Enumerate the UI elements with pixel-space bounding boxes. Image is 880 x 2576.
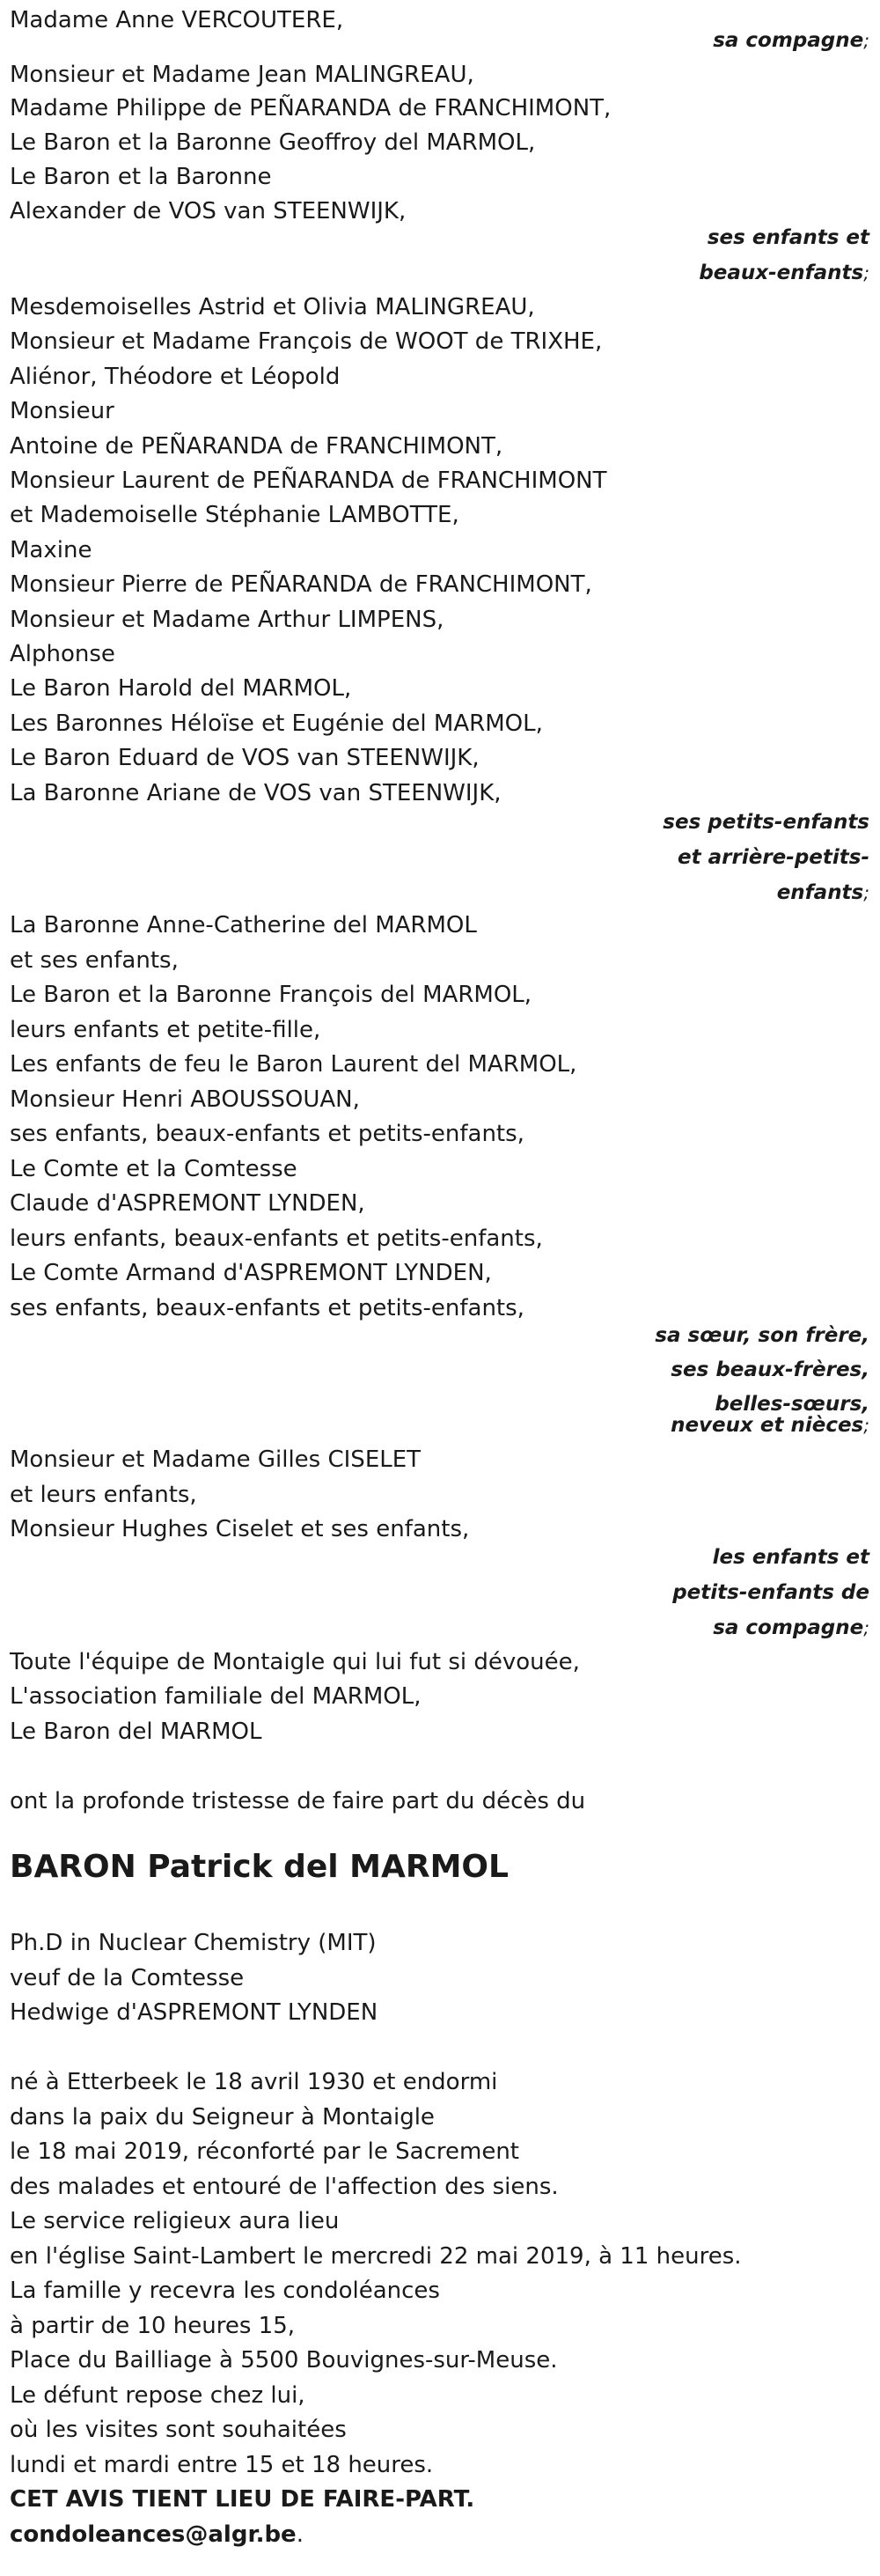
family-line: leurs enfants et petite-fille, <box>10 1017 321 1043</box>
relation-label: les enfants et <box>712 1546 869 1569</box>
family-line: La Baronne Ariane de VOS van STEENWIJK, <box>10 780 502 806</box>
family-line: Monsieur et Madame Arthur LIMPENS, <box>10 607 444 633</box>
family-line: La Baronne Anne-Catherine del MARMOL <box>10 912 477 938</box>
family-line: Mesdemoiselles Astrid et Olivia MALINGREAU, <box>10 294 535 320</box>
family-line: leurs enfants, beaux-enfants et petits-enfants, <box>10 1225 543 1252</box>
family-line: Monsieur Pierre de PEÑARANDA de FRANCHIMONT, <box>10 571 592 598</box>
family-line: Monsieur Henri ABOUSSOUAN, <box>10 1086 360 1113</box>
family-line: ses enfants, beaux-enfants et petits-enfants, <box>10 1121 524 1147</box>
family-line: Le Baron del MARMOL <box>10 1719 262 1745</box>
relation-label: et arrière-petits- <box>678 846 869 869</box>
family-line: Toute l'équipe de Montaigle qui lui fut si dévouée, <box>10 1649 580 1675</box>
relation-label: neveux et nièces; <box>671 1414 869 1437</box>
family-line: Monsieur et Madame Gilles CISELET <box>10 1446 422 1473</box>
detail-line: La famille y recevra les condoléances <box>10 2278 440 2304</box>
family-line: Madame Anne VERCOUTERE, <box>10 7 344 33</box>
title-line: veuf de la Comtesse <box>10 1965 245 1991</box>
family-line: Le Baron et la Baronne <box>10 164 272 190</box>
family-line: Le Comte Armand d'ASPREMONT LYNDEN, <box>10 1260 492 1286</box>
relation-label: sa compagne; <box>713 29 869 52</box>
family-line: Le Baron Eduard de VOS van STEENWIJK, <box>10 745 480 771</box>
family-line: Claude d'ASPREMONT LYNDEN, <box>10 1190 365 1217</box>
detail-line: Le défunt repose chez lui, <box>10 2382 305 2409</box>
family-line: et leurs enfants, <box>10 1482 197 1508</box>
family-line: Le Baron et la Baronne François del MARMOL, <box>10 982 532 1008</box>
family-line: L'association familiale del MARMOL, <box>10 1683 422 1710</box>
family-line: Alexander de VOS van STEENWIJK, <box>10 198 407 224</box>
detail-line: Place du Bailliage à 5500 Bouvignes-sur-Meuse. <box>10 2347 558 2374</box>
relation-label: belles-sœurs, <box>715 1393 869 1416</box>
family-line: et ses enfants, <box>10 947 179 974</box>
detail-line: où les visites sont souhaitées <box>10 2417 347 2443</box>
family-line: Antoine de PEÑARANDA de FRANCHIMONT, <box>10 433 503 460</box>
detail-line: dans la paix du Seigneur à Montaigle <box>10 2104 435 2131</box>
family-line: ses enfants, beaux-enfants et petits-enfants, <box>10 1295 524 1321</box>
family-line: Aliénor, Théodore et Léopold <box>10 364 341 390</box>
detail-line: le 18 mai 2019, réconforté par le Sacrement <box>10 2138 519 2165</box>
family-line: Le Baron et la Baronne Geoffroy del MARMOL, <box>10 129 536 156</box>
family-line: Madame Philippe de PEÑARANDA de FRANCHIMONT, <box>10 95 612 121</box>
email-suffix: . <box>296 2521 304 2548</box>
contact-line <box>10 2521 304 2548</box>
detail-line: des malades et entouré de l'affection des siens. <box>10 2174 559 2200</box>
relation-label: ses enfants et <box>707 226 869 249</box>
detail-line: à partir de 10 heures 15, <box>10 2313 296 2339</box>
family-line: Le Comte et la Comtesse <box>10 1156 297 1182</box>
family-line: Monsieur Laurent de PEÑARANDA de FRANCHIMONT <box>10 467 607 494</box>
relation-label: ses petits-enfants <box>663 811 869 834</box>
deceased-name: BARON Patrick del MARMOL <box>10 1849 509 1885</box>
family-line: Monsieur <box>10 398 114 424</box>
notice-text: CET AVIS TIENT LIEU DE FAIRE-PART. <box>10 2486 475 2513</box>
family-line: Maxine <box>10 537 92 563</box>
relation-label: ses beaux-frères, <box>671 1358 869 1381</box>
family-line: Le Baron Harold del MARMOL, <box>10 675 352 702</box>
detail-line: Le service religieux aura lieu <box>10 2208 340 2234</box>
relation-label: beaux-enfants; <box>699 261 869 284</box>
detail-line: né à Etterbeek le 18 avril 1930 et endormi <box>10 2069 498 2095</box>
relation-label: enfants; <box>776 881 869 904</box>
announcement-text: ont la profonde tristesse de faire part du décès du <box>10 1788 586 1814</box>
relation-label: sa sœur, son frère, <box>655 1324 869 1347</box>
family-line: Monsieur et Madame François de WOOT de TRIXHE, <box>10 328 603 355</box>
email-link[interactable]: condoleances@algr.be <box>10 2521 297 2548</box>
relation-label: sa compagne; <box>713 1616 869 1639</box>
detail-line: lundi et mardi entre 15 et 18 heures. <box>10 2452 434 2478</box>
title-line: Hedwige d'ASPREMONT LYNDEN <box>10 1999 378 2026</box>
family-line: Monsieur Hughes Ciselet et ses enfants, <box>10 1516 470 1542</box>
detail-line: en l'église Saint-Lambert le mercredi 22 mai 2019, à 11 heures. <box>10 2243 742 2270</box>
family-line: Monsieur et Madame Jean MALINGREAU, <box>10 62 474 88</box>
family-line: Les Baronnes Héloïse et Eugénie del MARMOL, <box>10 710 543 737</box>
title-line: Ph.D in Nuclear Chemistry (MIT) <box>10 1930 377 1956</box>
family-line: Alphonse <box>10 641 115 667</box>
relation-label: petits-enfants de <box>672 1581 869 1604</box>
family-line: et Mademoiselle Stéphanie LAMBOTTE, <box>10 502 459 528</box>
family-line: Les enfants de feu le Baron Laurent del MARMOL, <box>10 1051 577 1078</box>
